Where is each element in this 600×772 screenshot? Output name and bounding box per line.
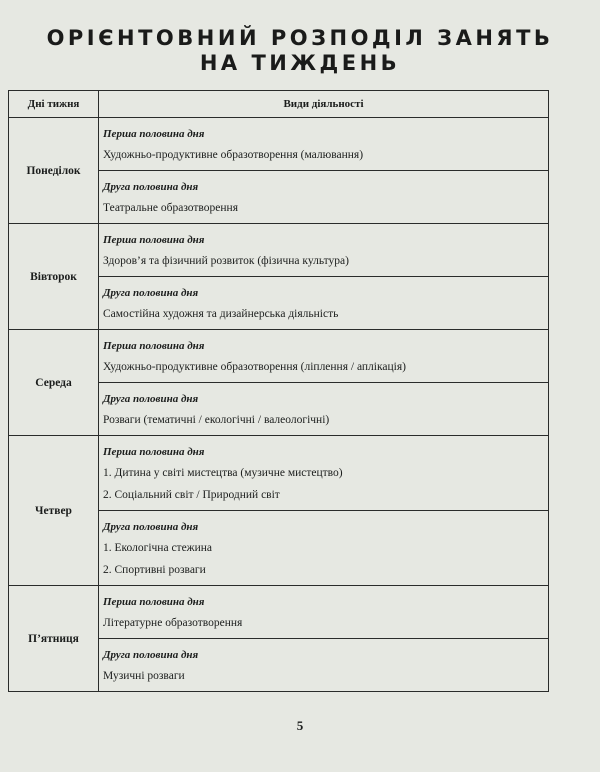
activity-item: Літературне образотворення [103, 617, 243, 629]
activity-item: Художньо-продуктивне образотворення (малювання) [103, 149, 364, 161]
activity-item: 1. Дитина у світі мистецтва (музичне мистецтво) [103, 467, 343, 479]
first-half-block [99, 586, 548, 638]
activities-cell [99, 330, 549, 436]
activity-item: 1. Екологічна стежина [103, 542, 213, 554]
activities-cell [99, 436, 549, 586]
second-half-block [99, 170, 548, 223]
page-number: 5 [296, 718, 304, 733]
half-day-label: Друга половина дня [103, 181, 199, 193]
activities-cell [99, 224, 549, 330]
second-half-block [99, 276, 548, 329]
activity-item: 2. Соціальний світ / Природний світ [103, 489, 280, 501]
half-day-label: Друга половина дня [103, 649, 199, 661]
table-row [9, 586, 549, 692]
activity-item: Здоров’я та фізичний розвиток (фізична культура) [103, 255, 349, 267]
day-cell: Середа [9, 330, 99, 436]
second-half-block [99, 638, 548, 691]
table-header-row [9, 91, 549, 118]
table-row [9, 436, 549, 586]
title-line-2: НА ТИЖДЕНЬ [199, 51, 401, 75]
table-row [9, 330, 549, 436]
first-half-block [99, 330, 548, 382]
schedule-table [8, 90, 549, 692]
half-day-label: Перша половина дня [103, 446, 205, 458]
half-day-label: Перша половина дня [103, 596, 205, 608]
header-activities: Види діяльності [99, 91, 549, 118]
activity-item: Музичні розваги [103, 670, 185, 682]
second-half-block [99, 510, 548, 585]
table-row [9, 118, 549, 224]
day-cell: Четвер [9, 436, 99, 586]
half-day-label: Перша половина дня [103, 128, 205, 140]
half-day-label: Друга половина дня [103, 287, 199, 299]
second-half-block [99, 382, 548, 435]
activities-cell [99, 118, 549, 224]
table-row [9, 224, 549, 330]
day-cell: П’ятниця [9, 586, 99, 692]
half-day-label: Друга половина дня [103, 393, 199, 405]
first-half-block [99, 436, 548, 510]
half-day-label: Перша половина дня [103, 234, 205, 246]
activity-item: Театральне образотворення [103, 202, 238, 214]
header-days: Дні тижня [9, 91, 99, 118]
day-cell: Понеділок [9, 118, 99, 224]
activity-item: 2. Спортивні розваги [103, 564, 206, 576]
first-half-block [99, 224, 548, 276]
page-title [0, 26, 600, 76]
activities-cell [99, 586, 549, 692]
title-line-1: ОРІЄНТОВНИЙ РОЗПОДІЛ ЗАНЯТЬ [46, 26, 554, 50]
first-half-block [99, 118, 548, 170]
activity-item: Художньо-продуктивне образотворення (ліплення / аплікація) [103, 361, 406, 373]
activity-item: Самостійна художня та дизайнерська діяльність [103, 308, 339, 320]
day-cell: Вівторок [9, 224, 99, 330]
activity-item: Розваги (тематичні / екологічні / валеологічні) [103, 414, 330, 426]
half-day-label: Друга половина дня [103, 521, 199, 533]
half-day-label: Перша половина дня [103, 340, 205, 352]
